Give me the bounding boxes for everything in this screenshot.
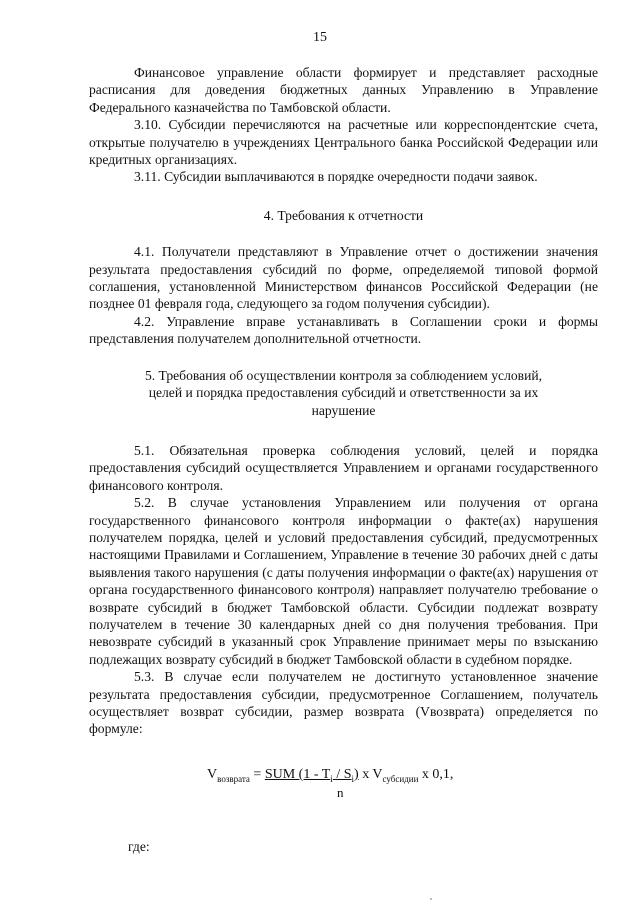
refund-formula (89, 766, 598, 824)
formula-subsidy-sub: субсидии (382, 773, 419, 784)
formula-slash: / S (332, 766, 352, 782)
formula-numerator (265, 767, 359, 782)
where-label: где: (128, 838, 150, 854)
formula-v-sub: возврата (217, 773, 250, 784)
scan-speck (430, 898, 432, 900)
formula-t-sub: i (330, 773, 333, 784)
formula-line (207, 766, 453, 788)
formula-v: V (207, 766, 218, 782)
formula-times: x V (358, 766, 383, 782)
section-5-heading-line-2: целей и порядка предоставления субсидий и ответственности за их (148, 385, 539, 401)
paragraph-3-10: 3.10. Субсидии перечисляются на расчетные или корреспондентские счета, открытые получателю в учреждениях Центрального банка Российской Федерации или кредитных организациях. (89, 117, 598, 168)
formula-numerator-start: SUM (1 - T (264, 766, 331, 782)
formula-close: ) (354, 766, 359, 782)
paragraph-4-2: 4.2. Управление вправе устанавливать в Соглашении сроки и формы представления получателем дополнительной отчетности. (89, 313, 598, 347)
paragraph-5-2: 5.2. В случае установления Управлением или получения от органа государственного финансового контроля информации о факте(ах) нарушения получателем порядка, целей и условий предоставления субсидий, предусмотренных настоящими Правилами и Соглашением, Управление в течение 30 рабочих дней с даты выявления такого нарушения (с даты получения информации о факте(ах) нарушения от органа государственного финансового контроля) направляет получателю требование о возврате субсидий в бюджет Тамбовской области. Субсидии подлежат возврату получателем в течение 30 календарных дней со дня получения требования. При невозврате субсидий в указанный срок Управление принимает меры по взысканию подлежащих возврату субсидий в бюджет Тамбовской области в судебном порядке. (89, 495, 598, 667)
document-body (89, 64, 598, 855)
formula-equals: = (249, 766, 265, 782)
section-5-heading (89, 367, 598, 419)
paragraph-intro: Финансовое управление области формирует и представляет расходные расписания для доведения бюджетных данных Управлению в Управление Федерального казначейства по Тамбовской области. (89, 65, 598, 115)
paragraph-4-1: 4.1. Получатели представляют в Управление отчет о достижении значения результата предоставления субсидий по форме, определяемой типовой формой соглашения, установленной Министерством финансов Российской Федерации (не позднее 01 февраля года, следующего за годом получения субсидии). (89, 244, 598, 312)
paragraph-5-3: 5.3. В случае если получателем не достигнуто установленное значение результата предоставления субсидии, предусмотренное Соглашением, получатель осуществляет возврат субсидии, размер возврата (Vвозврата) определяется по формуле: (89, 669, 598, 737)
page-number: 15 (313, 30, 327, 45)
section-5-heading-line-3: нарушение (311, 402, 376, 418)
section-5-heading-line-1: 5. Требования об осуществлении контроля за соблюдением условий, (144, 367, 543, 383)
paragraph-3-11: 3.11. Субсидии выплачиваются в порядке очередности подачи заявок. (134, 169, 538, 185)
section-4-heading: 4. Требования к отчетности (263, 207, 424, 223)
paragraph-5-1: 5.1. Обязательная проверка соблюдения условий, целей и порядка предоставления субсидий осуществляется Управлением и органами государственного финансового контроля. (89, 442, 598, 493)
formula-tail: x 0,1, (418, 766, 454, 782)
formula-s-sub: i (351, 773, 355, 784)
formula-denominator: n (337, 784, 344, 800)
